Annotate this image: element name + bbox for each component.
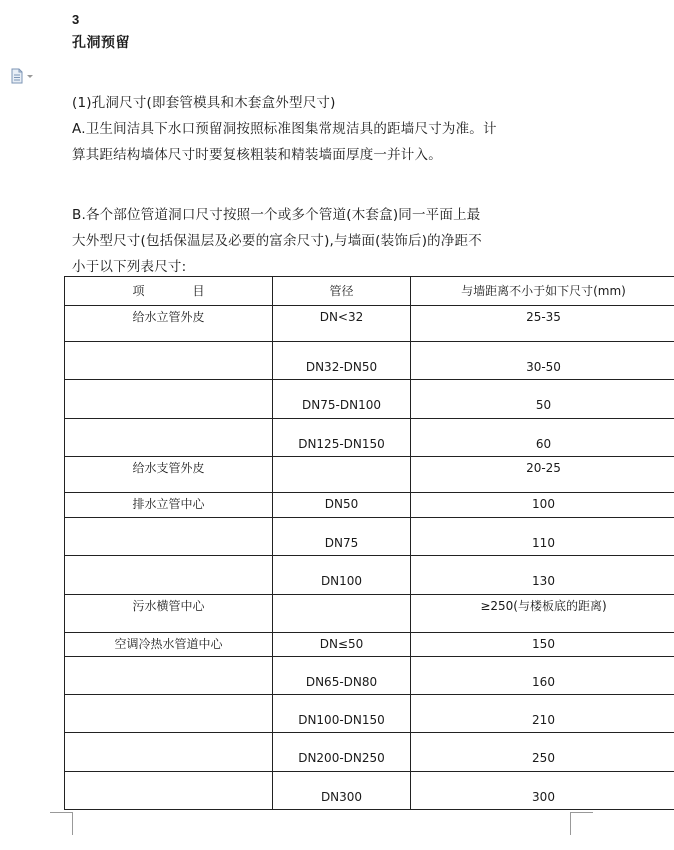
paragraph: (1)孔洞尺寸(即套管模具和木套盒外型尺寸) <box>72 95 336 111</box>
cell-distance <box>411 342 674 380</box>
cell-item <box>65 633 273 657</box>
cell-distance <box>411 380 674 419</box>
table-row <box>65 493 674 518</box>
cell-pipe-text: DN300 <box>320 790 363 804</box>
cell-distance-text: 150 <box>532 637 555 651</box>
cell-pipe-text: DN100-DN150 <box>298 713 385 727</box>
table-row <box>65 419 674 457</box>
cell-distance-text: 160 <box>532 675 555 689</box>
table-row <box>65 772 674 810</box>
paragraph: B.各个部位管道洞口尺寸按照一个或多个管道(木套盒)同一平面上最 <box>72 207 481 223</box>
cell-distance-text: 30-50 <box>526 360 561 374</box>
cell-pipe <box>273 342 411 380</box>
cell-item-text <box>65 342 272 346</box>
cell-pipe-text: DN125-DN150 <box>298 437 385 451</box>
cell-pipe-text <box>273 595 410 599</box>
page-corner-mark <box>50 812 73 835</box>
cell-item-text <box>65 657 272 661</box>
cell-item <box>65 695 273 733</box>
cell-pipe-text: DN50 <box>324 497 359 511</box>
cell-distance-text: 20-25 <box>526 461 561 475</box>
cell-pipe <box>273 493 411 518</box>
cell-distance <box>411 556 674 595</box>
paragraph-menu[interactable] <box>10 68 36 84</box>
cell-distance-text: 210 <box>532 713 555 727</box>
cell-pipe <box>273 518 411 556</box>
paragraph: A.卫生间洁具下水口预留洞按照标准图集常规洁具的距墙尺寸为准。计 <box>72 121 497 137</box>
cell-pipe <box>273 380 411 419</box>
cell-item-text <box>65 695 272 699</box>
cell-distance-text: 100 <box>532 497 555 511</box>
table-row <box>65 695 674 733</box>
cell-pipe-text: DN75-DN100 <box>302 398 381 412</box>
cell-pipe-text <box>273 457 410 461</box>
pipe-clearance-table <box>64 276 674 810</box>
cell-item <box>65 733 273 772</box>
table-row <box>65 457 674 493</box>
cell-item <box>65 342 273 380</box>
paragraph: 算其距结构墙体尺寸时要复核粗装和精装墙面厚度一并计入。 <box>72 147 442 163</box>
cell-item-text: 给水立管外皮 <box>132 310 205 324</box>
cell-item-text: 给水支管外皮 <box>132 461 205 475</box>
cell-pipe <box>273 657 411 695</box>
table-row <box>65 556 674 595</box>
cell-distance-text: 25-35 <box>526 310 561 324</box>
cell-distance <box>411 772 674 810</box>
cell-distance <box>411 733 674 772</box>
cell-distance <box>411 419 674 457</box>
cell-item <box>65 556 273 595</box>
cell-distance-text: 250 <box>532 751 555 765</box>
cell-item <box>65 657 273 695</box>
cell-distance-text: 110 <box>532 536 555 550</box>
table-row <box>65 306 674 342</box>
cell-item <box>65 380 273 419</box>
cell-distance <box>411 493 674 518</box>
cell-item-text <box>65 772 272 776</box>
cell-distance-text: 130 <box>532 574 555 588</box>
cell-item <box>65 457 273 493</box>
cell-item-text <box>65 556 272 560</box>
cell-distance <box>411 518 674 556</box>
cell-pipe-text: DN75 <box>324 536 359 550</box>
cell-pipe-text: DN<32 <box>319 310 364 324</box>
cell-item-text: 污水横管中心 <box>132 599 205 613</box>
table-row <box>65 733 674 772</box>
cell-distance <box>411 657 674 695</box>
cell-distance <box>411 595 674 633</box>
cell-distance <box>411 633 674 657</box>
cell-pipe-text: DN65-DN80 <box>305 675 378 689</box>
section-title: 孔洞预留 <box>72 35 130 51</box>
page-corner-mark <box>570 812 593 835</box>
cell-pipe <box>273 595 411 633</box>
table-row <box>65 380 674 419</box>
cell-pipe <box>273 733 411 772</box>
cell-pipe <box>273 556 411 595</box>
cell-distance-text: 300 <box>532 790 555 804</box>
table-row <box>65 518 674 556</box>
paragraph: 大外型尺寸(包括保温层及必要的富余尺寸),与墙面(装饰后)的净距不 <box>72 233 482 249</box>
cell-item-text: 空调冷热水管道中心 <box>114 637 223 651</box>
cell-item <box>65 493 273 518</box>
cell-item-text: 排水立管中心 <box>132 497 205 511</box>
section-number: 3 <box>72 12 80 27</box>
cell-item <box>65 306 273 342</box>
cell-pipe-text: DN200-DN250 <box>298 751 385 765</box>
cell-item-text <box>65 380 272 384</box>
cell-pipe-text: DN100 <box>320 574 363 588</box>
document-icon <box>10 68 36 84</box>
cell-pipe-text: DN32-DN50 <box>305 360 378 374</box>
cell-pipe <box>273 772 411 810</box>
cell-item <box>65 419 273 457</box>
cell-pipe <box>273 306 411 342</box>
cell-item <box>65 518 273 556</box>
cell-item-text <box>65 419 272 423</box>
header-item: 项 目 <box>65 277 273 306</box>
cell-distance <box>411 457 674 493</box>
cell-item-text <box>65 733 272 737</box>
cell-distance-text: 60 <box>535 437 552 451</box>
table-row <box>65 657 674 695</box>
cell-distance <box>411 695 674 733</box>
chevron-down-icon <box>27 75 33 78</box>
cell-pipe <box>273 457 411 493</box>
cell-distance-text: 50 <box>535 398 552 412</box>
cell-item <box>65 772 273 810</box>
table-header-row <box>65 277 674 306</box>
cell-pipe <box>273 633 411 657</box>
cell-distance <box>411 306 674 342</box>
paragraph: 小于以下列表尺寸: <box>72 259 187 275</box>
cell-pipe-text: DN≤50 <box>319 637 364 651</box>
cell-pipe <box>273 695 411 733</box>
cell-pipe <box>273 419 411 457</box>
cell-distance-text: ≥250(与楼板底的距离) <box>480 599 607 613</box>
table-row <box>65 595 674 633</box>
table-row <box>65 342 674 380</box>
cell-item-text <box>65 518 272 522</box>
header-pipe: 管径 <box>273 277 411 306</box>
table-row <box>65 633 674 657</box>
cell-item <box>65 595 273 633</box>
header-distance: 与墙距离不小于如下尺寸(mm) <box>411 277 674 306</box>
